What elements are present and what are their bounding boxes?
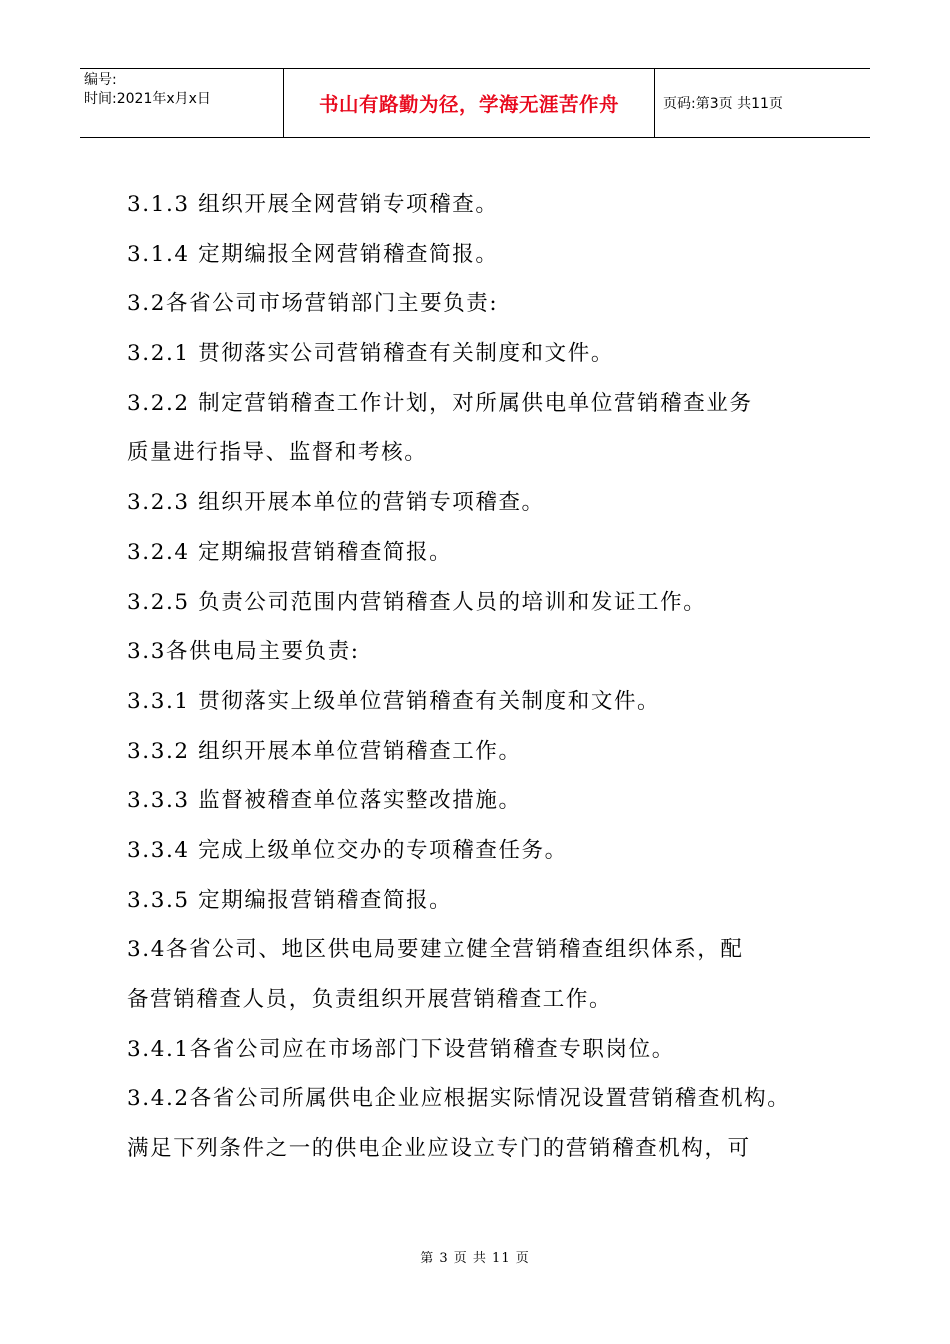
- body-line: 满足下列条件之一的供电企业应设立专门的营销稽查机构，可: [127, 1136, 751, 1162]
- page-header: [80, 68, 870, 138]
- document-body: [127, 180, 832, 1174]
- body-line: 3.3.4 完成上级单位交办的专项稽查任务。: [127, 837, 568, 863]
- body-line: 3.3.5 定期编报营销稽查简报。: [127, 887, 453, 913]
- section-heading: 3.2各省公司市场营销部门主要负责:: [127, 291, 499, 317]
- body-line: 3.4.1各省公司应在市场部门下设营销稽查专职岗位。: [127, 1036, 675, 1062]
- header-motto: 书山有路勤为径，学海无涯苦作舟: [318, 93, 619, 116]
- body-line: 质量进行指导、监督和考核。: [127, 440, 428, 466]
- header-page-info: 页码:第3页 共11页: [663, 96, 783, 112]
- body-line: 3.3.3 监督被稽查单位落实整改措施。: [127, 788, 522, 814]
- header-meta: [80, 69, 283, 137]
- section-heading: 3.3各供电局主要负责:: [127, 639, 360, 665]
- header-page-info-cell: [655, 69, 870, 137]
- page-footer: 第 3 页 共 11 页: [420, 1251, 530, 1266]
- body-line: 备营销稽查人员，负责组织开展营销稽查工作。: [127, 987, 613, 1012]
- body-line: 3.3.2 组织开展本单位营销稽查工作。: [127, 738, 522, 764]
- body-line: 3.4.2各省公司所属供电企业应根据实际情况设置营销稽查机构。: [127, 1086, 791, 1112]
- document-number-label: 编号:: [84, 72, 117, 88]
- body-line: 3.1.4 定期编报全网营销稽查简报。: [127, 241, 499, 267]
- body-line: 3.2.4 定期编报营销稽查简报。: [127, 539, 453, 565]
- header-motto-cell: [283, 69, 655, 137]
- body-line: 3.1.3 组织开展全网营销专项稽查。: [127, 192, 499, 217]
- section-heading: 3.4各省公司、地区供电局要建立健全营销稽查组织体系，配: [127, 937, 744, 963]
- body-line: 3.2.2 制定营销稽查工作计划，对所属供电单位营销稽查业务: [127, 390, 753, 416]
- body-line: 3.2.5 负责公司范围内营销稽查人员的培训和发证工作。: [127, 589, 707, 615]
- body-line: 3.3.1 贯彻落实上级单位营销稽查有关制度和文件。: [127, 688, 661, 714]
- body-line: 3.2.3 组织开展本单位的营销专项稽查。: [127, 490, 545, 516]
- body-line: 3.2.1 贯彻落实公司营销稽查有关制度和文件。: [127, 341, 614, 367]
- document-time-label: 时间:2021年x月x日: [84, 91, 211, 107]
